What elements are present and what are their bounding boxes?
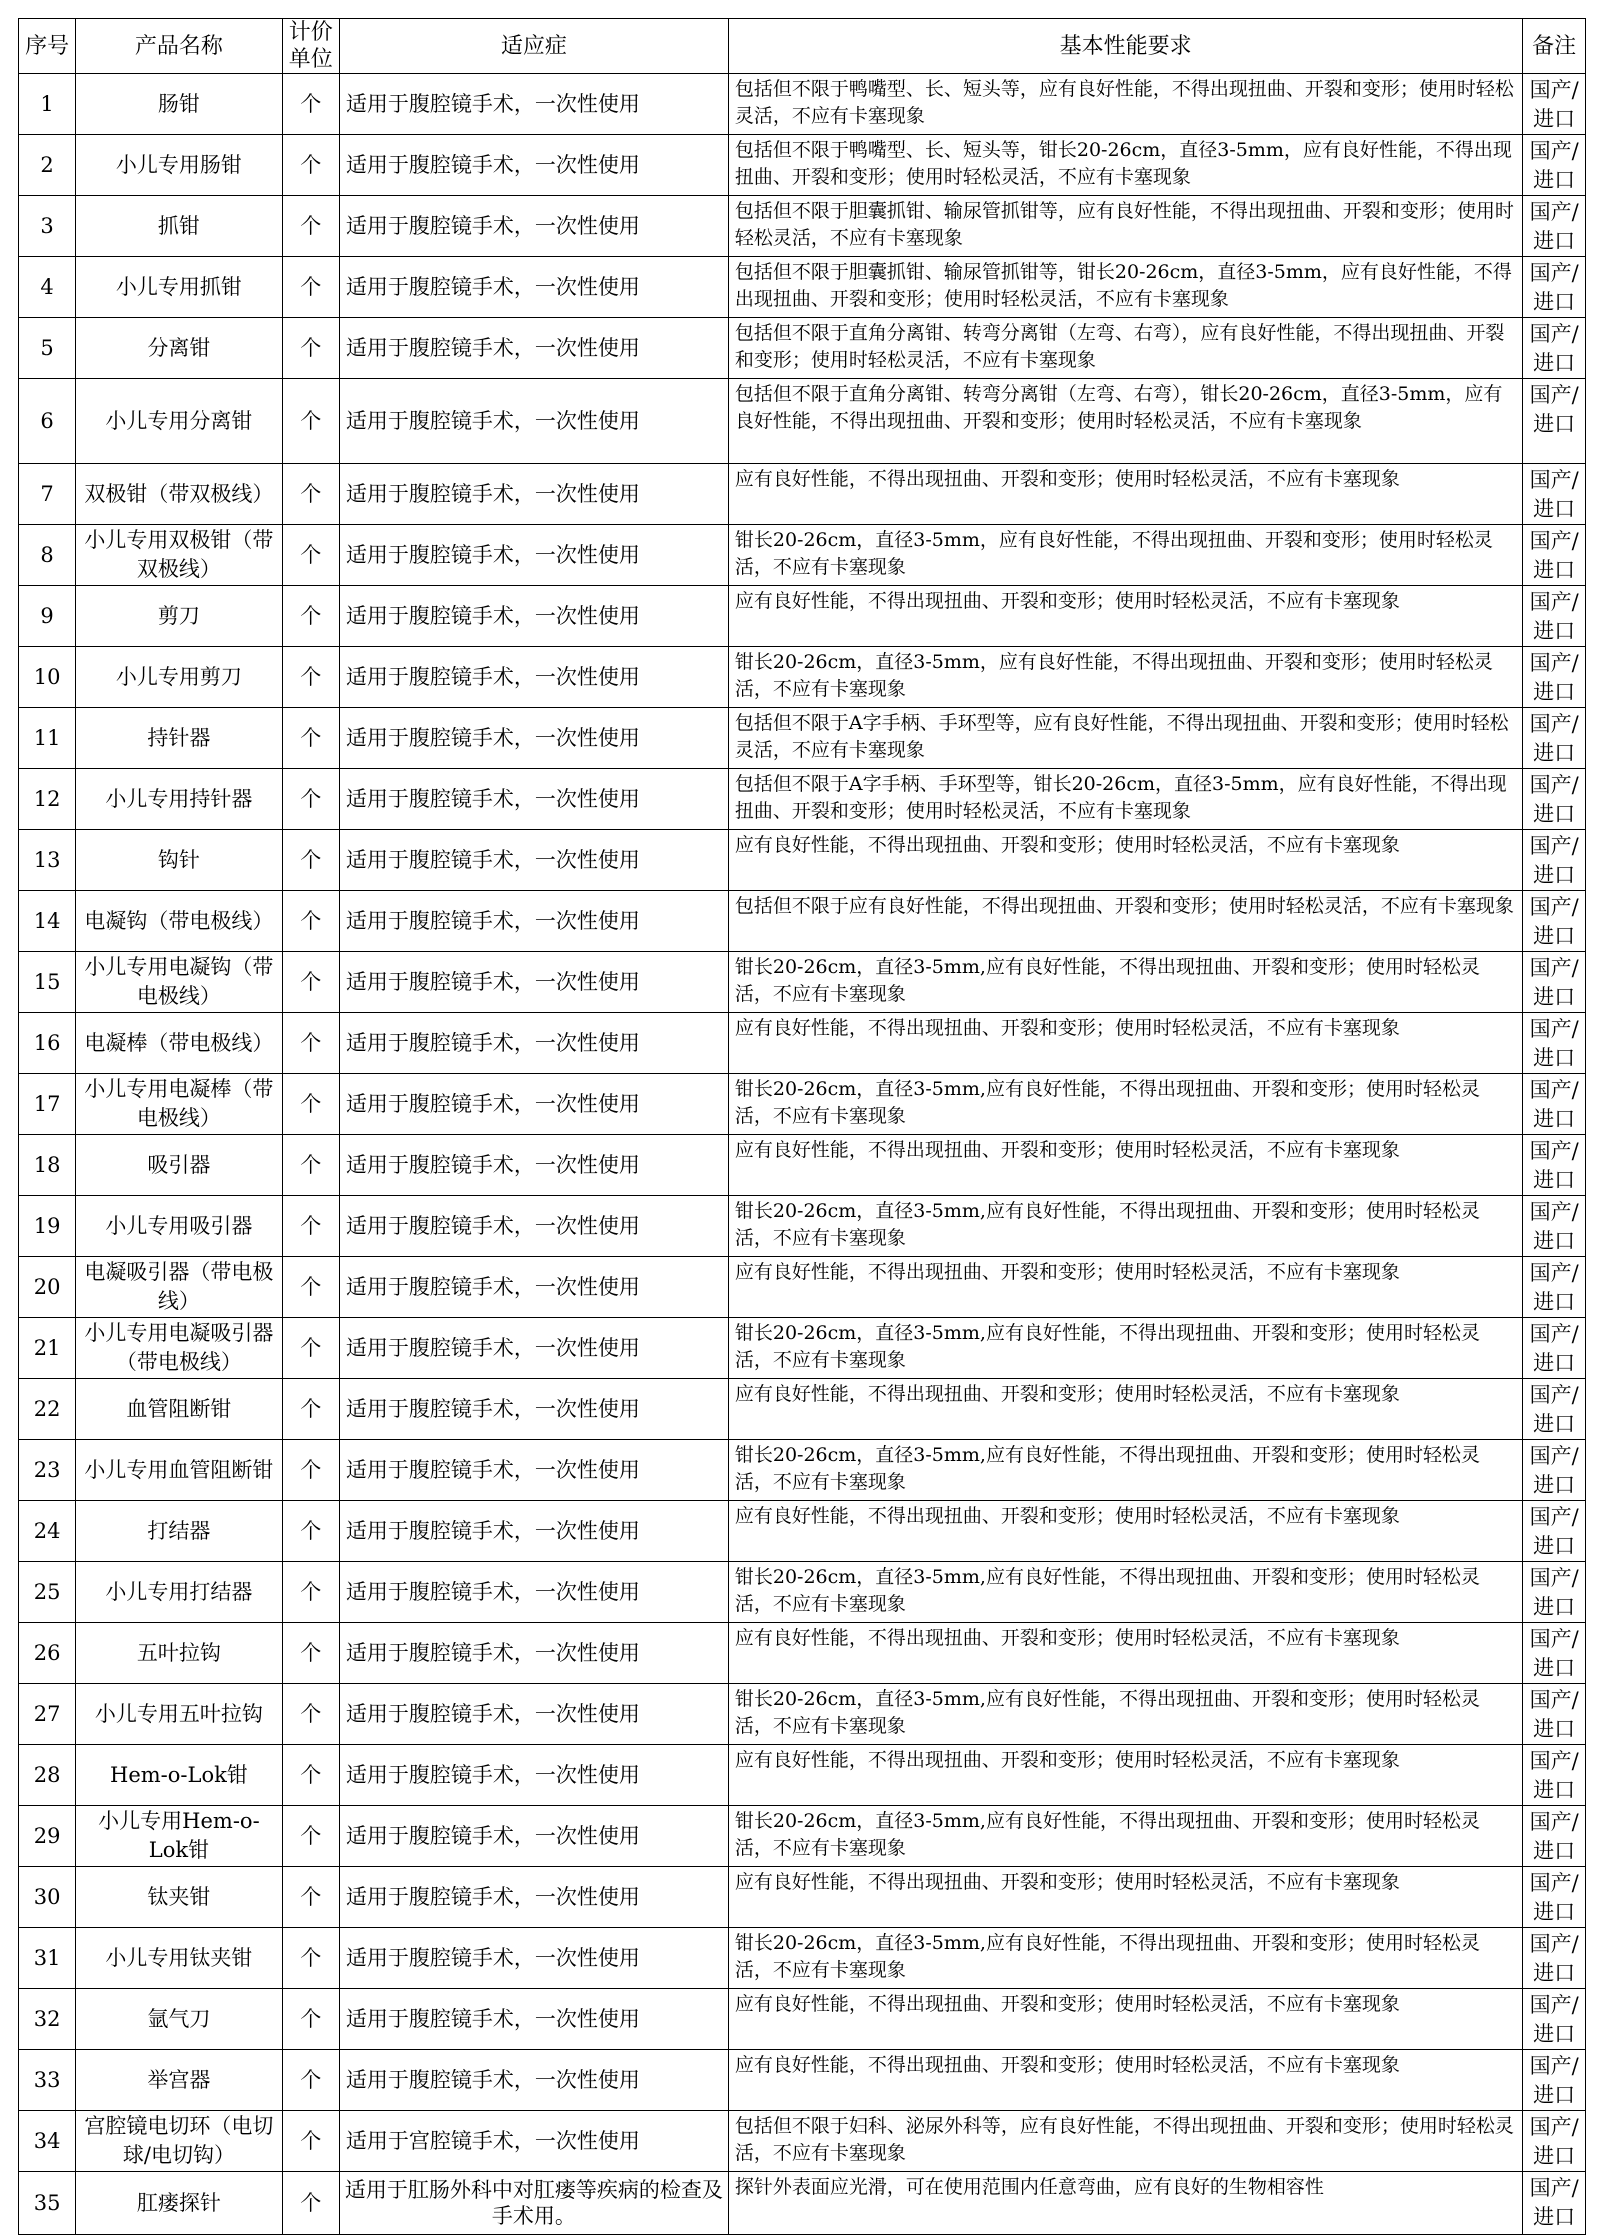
row-product-name: 血管阻断钳 (76, 1379, 283, 1440)
row-requirements: 钳长20-26cm，直径3-5mm,应有良好性能，不得出现扭曲、开裂和变形；使用时轻松灵活，不应有卡塞现象 (728, 1318, 1522, 1379)
row-product-name: 持针器 (76, 708, 283, 769)
row-note: 国产/进口 (1523, 1806, 1586, 1867)
row-requirements: 探针外表面应光滑，可在使用范围内任意弯曲，应有良好的生物相容性 (728, 2172, 1522, 2235)
row-seq: 35 (19, 2172, 76, 2235)
row-product-name: 小儿专用持针器 (76, 769, 283, 830)
row-product-name: 举宫器 (76, 2050, 283, 2111)
row-indication: 适用于腹腔镜手术，一次性使用 (339, 257, 728, 318)
row-seq: 30 (19, 1867, 76, 1928)
row-product-name: 五叶拉钩 (76, 1623, 283, 1684)
row-unit: 个 (282, 769, 339, 830)
table-row (19, 379, 1586, 464)
row-unit: 个 (282, 379, 339, 464)
row-note: 国产/进口 (1523, 891, 1586, 952)
table-row (19, 1745, 1586, 1806)
row-unit: 个 (282, 1196, 339, 1257)
row-note: 国产/进口 (1523, 586, 1586, 647)
table-row (19, 135, 1586, 196)
table-row (19, 1440, 1586, 1501)
row-requirements: 应有良好性能，不得出现扭曲、开裂和变形；使用时轻松灵活，不应有卡塞现象 (728, 1379, 1522, 1440)
row-product-name: 剪刀 (76, 586, 283, 647)
row-seq: 20 (19, 1257, 76, 1318)
row-product-name: 分离钳 (76, 318, 283, 379)
row-note: 国产/进口 (1523, 2050, 1586, 2111)
table-row (19, 2172, 1586, 2235)
header-unit: 计价单位 (282, 19, 339, 74)
row-note: 国产/进口 (1523, 1867, 1586, 1928)
row-seq: 33 (19, 2050, 76, 2111)
row-unit: 个 (282, 135, 339, 196)
row-note: 国产/进口 (1523, 1318, 1586, 1379)
row-indication: 适用于腹腔镜手术，一次性使用 (339, 1806, 728, 1867)
row-requirements: 钳长20-26cm，直径3-5mm,应有良好性能，不得出现扭曲、开裂和变形；使用时轻松灵活，不应有卡塞现象 (728, 1806, 1522, 1867)
row-requirements: 包括但不限于应有良好性能，不得出现扭曲、开裂和变形；使用时轻松灵活，不应有卡塞现象 (728, 891, 1522, 952)
row-note: 国产/进口 (1523, 1379, 1586, 1440)
row-unit: 个 (282, 1562, 339, 1623)
row-product-name: 小儿专用血管阻断钳 (76, 1440, 283, 1501)
row-indication: 适用于腹腔镜手术，一次性使用 (339, 1318, 728, 1379)
header-name: 产品名称 (76, 19, 283, 74)
row-seq: 19 (19, 1196, 76, 1257)
row-indication: 适用于腹腔镜手术，一次性使用 (339, 1867, 728, 1928)
row-requirements: 应有良好性能，不得出现扭曲、开裂和变形；使用时轻松灵活，不应有卡塞现象 (728, 1013, 1522, 1074)
row-indication: 适用于腹腔镜手术，一次性使用 (339, 1196, 728, 1257)
header-row (19, 19, 1586, 74)
row-indication: 适用于腹腔镜手术，一次性使用 (339, 1440, 728, 1501)
row-note: 国产/进口 (1523, 1501, 1586, 1562)
row-requirements: 应有良好性能，不得出现扭曲、开裂和变形；使用时轻松灵活，不应有卡塞现象 (728, 1745, 1522, 1806)
row-product-name: 氩气刀 (76, 1989, 283, 2050)
row-product-name: 钩针 (76, 830, 283, 891)
table-row (19, 2111, 1586, 2172)
row-requirements: 钳长20-26cm，直径3-5mm，应有良好性能，不得出现扭曲、开裂和变形；使用时轻松灵活，不应有卡塞现象 (728, 525, 1522, 586)
row-note: 国产/进口 (1523, 2172, 1586, 2235)
row-seq: 32 (19, 1989, 76, 2050)
row-indication: 适用于腹腔镜手术，一次性使用 (339, 74, 728, 135)
row-note: 国产/进口 (1523, 1440, 1586, 1501)
row-indication: 适用于腹腔镜手术，一次性使用 (339, 1501, 728, 1562)
row-product-name: 小儿专用电凝吸引器（带电极线） (76, 1318, 283, 1379)
row-indication: 适用于腹腔镜手术，一次性使用 (339, 647, 728, 708)
row-seq: 5 (19, 318, 76, 379)
row-indication: 适用于腹腔镜手术，一次性使用 (339, 1623, 728, 1684)
row-note: 国产/进口 (1523, 379, 1586, 464)
table-row (19, 1806, 1586, 1867)
row-requirements: 钳长20-26cm，直径3-5mm,应有良好性能，不得出现扭曲、开裂和变形；使用时轻松灵活，不应有卡塞现象 (728, 1684, 1522, 1745)
table-row (19, 1562, 1586, 1623)
row-indication: 适用于腹腔镜手术，一次性使用 (339, 1989, 728, 2050)
row-seq: 7 (19, 464, 76, 525)
header-seq: 序号 (19, 19, 76, 74)
row-indication: 适用于腹腔镜手术，一次性使用 (339, 708, 728, 769)
row-unit: 个 (282, 257, 339, 318)
row-note: 国产/进口 (1523, 464, 1586, 525)
table-row (19, 1928, 1586, 1989)
row-note: 国产/进口 (1523, 708, 1586, 769)
row-seq: 8 (19, 525, 76, 586)
header-note: 备注 (1523, 19, 1586, 74)
row-unit: 个 (282, 1806, 339, 1867)
row-requirements: 应有良好性能，不得出现扭曲、开裂和变形；使用时轻松灵活，不应有卡塞现象 (728, 1135, 1522, 1196)
row-seq: 11 (19, 708, 76, 769)
row-indication: 适用于腹腔镜手术，一次性使用 (339, 525, 728, 586)
row-unit: 个 (282, 1257, 339, 1318)
row-note: 国产/进口 (1523, 1196, 1586, 1257)
row-requirements: 钳长20-26cm，直径3-5mm,应有良好性能，不得出现扭曲、开裂和变形；使用时轻松灵活，不应有卡塞现象 (728, 1928, 1522, 1989)
row-seq: 18 (19, 1135, 76, 1196)
row-product-name: 小儿专用电凝钩（带电极线） (76, 952, 283, 1013)
row-seq: 29 (19, 1806, 76, 1867)
row-requirements: 钳长20-26cm，直径3-5mm,应有良好性能，不得出现扭曲、开裂和变形；使用时轻松灵活，不应有卡塞现象 (728, 952, 1522, 1013)
table-row (19, 1501, 1586, 1562)
row-note: 国产/进口 (1523, 1013, 1586, 1074)
table-row (19, 1196, 1586, 1257)
row-requirements: 包括但不限于胆囊抓钳、输尿管抓钳等，钳长20-26cm，直径3-5mm，应有良好性能，不得出现扭曲、开裂和变形；使用时轻松灵活，不应有卡塞现象 (728, 257, 1522, 318)
row-requirements: 钳长20-26cm，直径3-5mm,应有良好性能，不得出现扭曲、开裂和变形；使用时轻松灵活，不应有卡塞现象 (728, 1562, 1522, 1623)
row-requirements: 包括但不限于直角分离钳、转弯分离钳（左弯、右弯），应有良好性能，不得出现扭曲、开裂和变形；使用时轻松灵活，不应有卡塞现象 (728, 318, 1522, 379)
row-requirements: 应有良好性能，不得出现扭曲、开裂和变形；使用时轻松灵活，不应有卡塞现象 (728, 1501, 1522, 1562)
row-note: 国产/进口 (1523, 1257, 1586, 1318)
row-unit: 个 (282, 1745, 339, 1806)
row-product-name: 电凝钩（带电极线） (76, 891, 283, 952)
row-requirements: 应有良好性能，不得出现扭曲、开裂和变形；使用时轻松灵活，不应有卡塞现象 (728, 830, 1522, 891)
row-seq: 27 (19, 1684, 76, 1745)
table-row (19, 1867, 1586, 1928)
row-seq: 12 (19, 769, 76, 830)
row-product-name: 肛瘘探针 (76, 2172, 283, 2235)
row-unit: 个 (282, 1989, 339, 2050)
row-product-name: 钛夹钳 (76, 1867, 283, 1928)
row-indication: 适用于腹腔镜手术，一次性使用 (339, 830, 728, 891)
row-indication: 适用于腹腔镜手术，一次性使用 (339, 379, 728, 464)
row-unit: 个 (282, 1013, 339, 1074)
row-product-name: 小儿专用打结器 (76, 1562, 283, 1623)
row-product-name: 小儿专用双极钳（带双极线） (76, 525, 283, 586)
table-row (19, 769, 1586, 830)
row-unit: 个 (282, 1074, 339, 1135)
row-note: 国产/进口 (1523, 1562, 1586, 1623)
row-seq: 26 (19, 1623, 76, 1684)
table-row (19, 830, 1586, 891)
row-note: 国产/进口 (1523, 1684, 1586, 1745)
table-row (19, 1257, 1586, 1318)
row-requirements: 应有良好性能，不得出现扭曲、开裂和变形；使用时轻松灵活，不应有卡塞现象 (728, 1989, 1522, 2050)
row-product-name: 宫腔镜电切环（电切球/电切钩） (76, 2111, 283, 2172)
row-unit: 个 (282, 1440, 339, 1501)
row-indication: 适用于腹腔镜手术，一次性使用 (339, 1074, 728, 1135)
row-product-name: 打结器 (76, 1501, 283, 1562)
row-note: 国产/进口 (1523, 647, 1586, 708)
table-row (19, 1684, 1586, 1745)
row-seq: 22 (19, 1379, 76, 1440)
table-row (19, 1135, 1586, 1196)
row-note: 国产/进口 (1523, 2111, 1586, 2172)
table-row (19, 1623, 1586, 1684)
table-row (19, 1074, 1586, 1135)
row-unit: 个 (282, 1135, 339, 1196)
product-table (18, 18, 1586, 2235)
row-indication: 适用于腹腔镜手术，一次性使用 (339, 891, 728, 952)
row-seq: 21 (19, 1318, 76, 1379)
row-seq: 3 (19, 196, 76, 257)
row-note: 国产/进口 (1523, 1989, 1586, 2050)
row-indication: 适用于宫腔镜手术，一次性使用 (339, 2111, 728, 2172)
row-requirements: 钳长20-26cm，直径3-5mm,应有良好性能，不得出现扭曲、开裂和变形；使用时轻松灵活，不应有卡塞现象 (728, 1196, 1522, 1257)
table-row (19, 586, 1586, 647)
row-product-name: 小儿专用钛夹钳 (76, 1928, 283, 1989)
row-product-name: 小儿专用分离钳 (76, 379, 283, 464)
row-requirements: 包括但不限于A字手柄、手环型等，应有良好性能，不得出现扭曲、开裂和变形；使用时轻松灵活，不应有卡塞现象 (728, 708, 1522, 769)
row-indication: 适用于腹腔镜手术，一次性使用 (339, 318, 728, 379)
row-seq: 17 (19, 1074, 76, 1135)
row-seq: 28 (19, 1745, 76, 1806)
row-product-name: 小儿专用Hem-o-Lok钳 (76, 1806, 283, 1867)
row-unit: 个 (282, 952, 339, 1013)
row-product-name: 电凝棒（带电极线） (76, 1013, 283, 1074)
row-product-name: Hem-o-Lok钳 (76, 1745, 283, 1806)
row-indication: 适用于腹腔镜手术，一次性使用 (339, 464, 728, 525)
table-row (19, 952, 1586, 1013)
row-note: 国产/进口 (1523, 135, 1586, 196)
row-requirements: 应有良好性能，不得出现扭曲、开裂和变形；使用时轻松灵活，不应有卡塞现象 (728, 2050, 1522, 2111)
row-note: 国产/进口 (1523, 952, 1586, 1013)
row-requirements: 包括但不限于妇科、泌尿外科等，应有良好性能，不得出现扭曲、开裂和变形；使用时轻松灵活，不应有卡塞现象 (728, 2111, 1522, 2172)
table-row (19, 891, 1586, 952)
row-indication: 适用于腹腔镜手术，一次性使用 (339, 196, 728, 257)
row-product-name: 双极钳（带双极线） (76, 464, 283, 525)
row-note: 国产/进口 (1523, 1745, 1586, 1806)
row-product-name: 肠钳 (76, 74, 283, 135)
row-requirements: 包括但不限于胆囊抓钳、输尿管抓钳等，应有良好性能，不得出现扭曲、开裂和变形；使用时轻松灵活，不应有卡塞现象 (728, 196, 1522, 257)
row-indication: 适用于腹腔镜手术，一次性使用 (339, 769, 728, 830)
header-requirements: 基本性能要求 (728, 19, 1522, 74)
row-note: 国产/进口 (1523, 525, 1586, 586)
table-row (19, 318, 1586, 379)
row-seq: 9 (19, 586, 76, 647)
row-seq: 23 (19, 1440, 76, 1501)
row-note: 国产/进口 (1523, 74, 1586, 135)
row-requirements: 包括但不限于鸭嘴型、长、短头等，钳长20-26cm，直径3-5mm，应有良好性能，不得出现扭曲、开裂和变形；使用时轻松灵活，不应有卡塞现象 (728, 135, 1522, 196)
row-note: 国产/进口 (1523, 1074, 1586, 1135)
row-unit: 个 (282, 1318, 339, 1379)
row-indication: 适用于腹腔镜手术，一次性使用 (339, 1684, 728, 1745)
table-row (19, 464, 1586, 525)
row-indication: 适用于腹腔镜手术，一次性使用 (339, 1013, 728, 1074)
row-indication: 适用于腹腔镜手术，一次性使用 (339, 1135, 728, 1196)
row-unit: 个 (282, 891, 339, 952)
row-note: 国产/进口 (1523, 830, 1586, 891)
row-indication: 适用于腹腔镜手术，一次性使用 (339, 586, 728, 647)
row-unit: 个 (282, 525, 339, 586)
row-indication: 适用于腹腔镜手术，一次性使用 (339, 1928, 728, 1989)
table-row (19, 1379, 1586, 1440)
row-product-name: 小儿专用肠钳 (76, 135, 283, 196)
row-product-name: 电凝吸引器（带电极线） (76, 1257, 283, 1318)
row-indication: 适用于腹腔镜手术，一次性使用 (339, 1562, 728, 1623)
table-row (19, 525, 1586, 586)
row-seq: 14 (19, 891, 76, 952)
row-product-name: 吸引器 (76, 1135, 283, 1196)
row-product-name: 小儿专用电凝棒（带电极线） (76, 1074, 283, 1135)
row-requirements: 包括但不限于A字手柄、手环型等，钳长20-26cm，直径3-5mm，应有良好性能，不得出现扭曲、开裂和变形；使用时轻松灵活，不应有卡塞现象 (728, 769, 1522, 830)
row-requirements: 包括但不限于鸭嘴型、长、短头等，应有良好性能，不得出现扭曲、开裂和变形；使用时轻松灵活，不应有卡塞现象 (728, 74, 1522, 135)
row-requirements: 应有良好性能，不得出现扭曲、开裂和变形；使用时轻松灵活，不应有卡塞现象 (728, 1867, 1522, 1928)
table-row (19, 2050, 1586, 2111)
row-note: 国产/进口 (1523, 1135, 1586, 1196)
row-note: 国产/进口 (1523, 1928, 1586, 1989)
row-requirements: 包括但不限于直角分离钳、转弯分离钳（左弯、右弯），钳长20-26cm，直径3-5mm，应有良好性能，不得出现扭曲、开裂和变形；使用时轻松灵活，不应有卡塞现象 (728, 379, 1522, 464)
row-unit: 个 (282, 647, 339, 708)
row-indication: 适用于腹腔镜手术，一次性使用 (339, 135, 728, 196)
row-seq: 10 (19, 647, 76, 708)
row-product-name: 小儿专用五叶拉钩 (76, 1684, 283, 1745)
table-row (19, 196, 1586, 257)
table-row (19, 74, 1586, 135)
row-seq: 34 (19, 2111, 76, 2172)
row-requirements: 应有良好性能，不得出现扭曲、开裂和变形；使用时轻松灵活，不应有卡塞现象 (728, 586, 1522, 647)
row-unit: 个 (282, 1623, 339, 1684)
row-unit: 个 (282, 2172, 339, 2235)
row-unit: 个 (282, 74, 339, 135)
row-unit: 个 (282, 1867, 339, 1928)
row-unit: 个 (282, 318, 339, 379)
row-indication: 适用于肛肠外科中对肛瘘等疾病的检查及手术用。 (339, 2172, 728, 2235)
row-unit: 个 (282, 830, 339, 891)
row-indication: 适用于腹腔镜手术，一次性使用 (339, 2050, 728, 2111)
row-product-name: 小儿专用抓钳 (76, 257, 283, 318)
row-unit: 个 (282, 1684, 339, 1745)
row-seq: 13 (19, 830, 76, 891)
row-unit: 个 (282, 2050, 339, 2111)
table-row (19, 647, 1586, 708)
table-row (19, 257, 1586, 318)
row-seq: 1 (19, 74, 76, 135)
row-requirements: 钳长20-26cm，直径3-5mm,应有良好性能，不得出现扭曲、开裂和变形；使用时轻松灵活，不应有卡塞现象 (728, 1440, 1522, 1501)
table-row (19, 1989, 1586, 2050)
row-requirements: 钳长20-26cm，直径3-5mm,应有良好性能，不得出现扭曲、开裂和变形；使用时轻松灵活，不应有卡塞现象 (728, 1074, 1522, 1135)
row-indication: 适用于腹腔镜手术，一次性使用 (339, 952, 728, 1013)
row-seq: 31 (19, 1928, 76, 1989)
row-seq: 25 (19, 1562, 76, 1623)
row-unit: 个 (282, 2111, 339, 2172)
row-unit: 个 (282, 586, 339, 647)
row-unit: 个 (282, 1501, 339, 1562)
row-seq: 4 (19, 257, 76, 318)
row-seq: 15 (19, 952, 76, 1013)
row-indication: 适用于腹腔镜手术，一次性使用 (339, 1745, 728, 1806)
row-unit: 个 (282, 196, 339, 257)
row-unit: 个 (282, 464, 339, 525)
row-note: 国产/进口 (1523, 1623, 1586, 1684)
header-indication: 适应症 (339, 19, 728, 74)
row-note: 国产/进口 (1523, 769, 1586, 830)
row-requirements: 应有良好性能，不得出现扭曲、开裂和变形；使用时轻松灵活，不应有卡塞现象 (728, 1257, 1522, 1318)
row-seq: 2 (19, 135, 76, 196)
row-unit: 个 (282, 708, 339, 769)
row-note: 国产/进口 (1523, 196, 1586, 257)
row-product-name: 小儿专用剪刀 (76, 647, 283, 708)
row-product-name: 小儿专用吸引器 (76, 1196, 283, 1257)
row-seq: 6 (19, 379, 76, 464)
row-requirements: 钳长20-26cm，直径3-5mm，应有良好性能，不得出现扭曲、开裂和变形；使用时轻松灵活，不应有卡塞现象 (728, 647, 1522, 708)
row-indication: 适用于腹腔镜手术，一次性使用 (339, 1379, 728, 1440)
table-row (19, 708, 1586, 769)
row-indication: 适用于腹腔镜手术，一次性使用 (339, 1257, 728, 1318)
row-note: 国产/进口 (1523, 318, 1586, 379)
row-requirements: 应有良好性能，不得出现扭曲、开裂和变形；使用时轻松灵活，不应有卡塞现象 (728, 464, 1522, 525)
row-seq: 24 (19, 1501, 76, 1562)
row-note: 国产/进口 (1523, 257, 1586, 318)
row-product-name: 抓钳 (76, 196, 283, 257)
table-row (19, 1013, 1586, 1074)
row-requirements: 应有良好性能，不得出现扭曲、开裂和变形；使用时轻松灵活，不应有卡塞现象 (728, 1623, 1522, 1684)
row-unit: 个 (282, 1928, 339, 1989)
row-unit: 个 (282, 1379, 339, 1440)
row-seq: 16 (19, 1013, 76, 1074)
table-row (19, 1318, 1586, 1379)
